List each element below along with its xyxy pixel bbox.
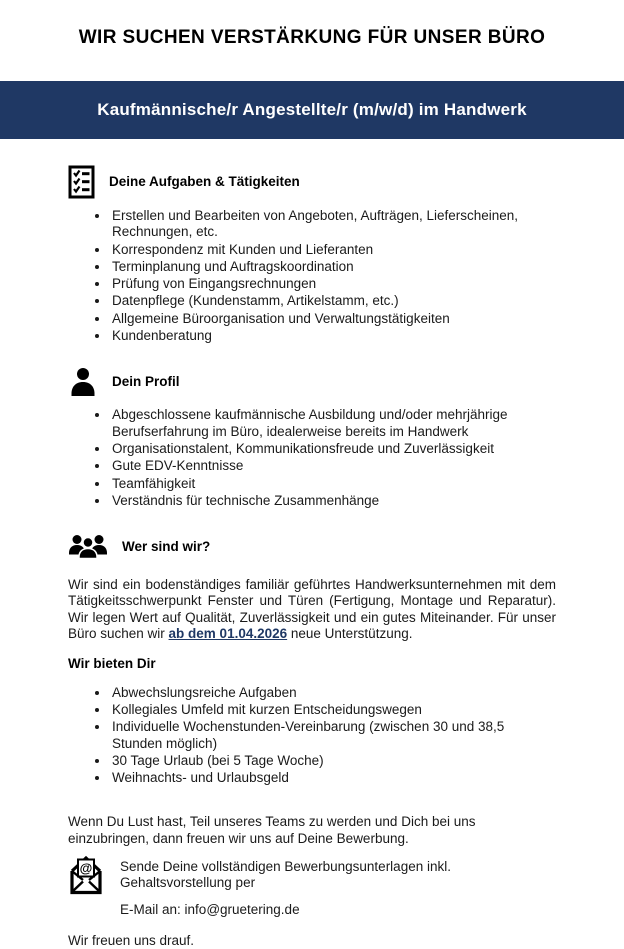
list-item: • 30 Tage Urlaub (bei 5 Tage Woche) <box>110 753 556 769</box>
list-item: • Gute EDV-Kenntnisse <box>110 458 556 474</box>
email-label: E-Mail an: <box>120 901 181 917</box>
content-area <box>0 165 624 949</box>
profile-list <box>68 407 556 509</box>
section-profile-heading: Dein Profil <box>112 374 180 390</box>
closing-invitation: Wenn Du Lust hast, Teil unseres Teams zu werden und Dich bei uns einzubringen, dann freuen wir uns auf Deine Bewerbung. <box>68 814 476 846</box>
contact-block <box>68 853 556 918</box>
about-text-after: neue Unterstützung. <box>287 626 413 642</box>
list-item: • Terminplanung und Auftragskoordination <box>110 259 556 275</box>
person-icon <box>68 366 98 398</box>
about-text-before: Wir sind ein bodenständiges familiär geführtes Handwerksunternehmen mit dem Tätigkeitsschwerpunkt Fenster und Türen (Fertigung, Montage und Reparatur). Wir legen Wert auf Qualität, Zuverlässigkeit und ein gutes Miteinander. Für unser Büro suchen wir <box>68 577 556 642</box>
list-item: • Allgemeine Büroorganisation und Verwaltungstätigkeiten <box>110 311 556 327</box>
email-address: info@gruetering.de <box>184 901 300 917</box>
list-item: • Kundenberatung <box>110 328 556 344</box>
section-about-heading: Wer sind wir? <box>122 538 211 554</box>
contact-line2 <box>120 902 556 918</box>
list-item: • Abwechslungsreiche Aufgaben <box>110 685 556 701</box>
list-item: • Abgeschlossene kaufmännische Ausbildung und/oder mehrjährige Berufserfahrung im Büro, idealerweise bereits im Handwerk <box>110 407 556 440</box>
list-item: • Prüfung von Eingangsrechnungen <box>110 276 556 292</box>
tasks-list <box>68 208 556 344</box>
contact-line1: Sende Deine vollständigen Bewerbungsunterlagen inkl. Gehaltsvorstellung per <box>120 859 451 891</box>
list-item: • Verständnis für technische Zusammenhänge <box>110 493 556 509</box>
list-item: • Erstellen und Bearbeiten von Angeboten, Aufträgen, Lieferscheinen, Rechnungen, etc. <box>110 208 556 241</box>
list-item: • Weihnachts- und Urlaubsgeld <box>110 770 556 786</box>
about-paragraph <box>68 577 556 642</box>
farewell-text: Wir freuen uns drauf. <box>68 932 195 948</box>
section-profile-header <box>68 366 556 398</box>
page-title: WIR SUCHEN VERSTÄRKUNG FÜR UNSER BÜRO <box>78 27 546 48</box>
list-item: • Kollegiales Umfeld mit kurzen Entscheidungswegen <box>110 702 556 718</box>
section-tasks-heading: Deine Aufgaben & Tätigkeiten <box>109 173 300 189</box>
contact-lines <box>120 853 556 918</box>
svg-text:@: @ <box>79 860 93 876</box>
people-icon <box>68 533 108 560</box>
list-item: • Teamfähigkeit <box>110 476 556 492</box>
section-tasks-header <box>68 165 556 199</box>
list-item: • Korrespondenz mit Kunden und Lieferanten <box>110 242 556 258</box>
list-item: • Organisationstalent, Kommunikationsfreude und Zuverlässigkeit <box>110 441 556 457</box>
offer-list <box>68 685 556 787</box>
offer-heading: Wir bieten Dir <box>68 656 156 672</box>
job-title-text: Kaufmännische/r Angestellte/r (m/w/d) im Handwerk <box>97 100 527 119</box>
email-icon <box>68 853 104 895</box>
list-item: • Individuelle Wochenstunden-Vereinbarung (zwischen 30 und 38,5 Stunden möglich) <box>110 719 556 752</box>
section-about-header <box>68 533 556 560</box>
list-item: • Datenpflege (Kundenstamm, Artikelstamm, etc.) <box>110 293 556 309</box>
checklist-icon <box>68 165 95 199</box>
start-date-highlight: ab dem 01.04.2026 <box>168 626 288 642</box>
job-title-banner <box>0 81 624 139</box>
